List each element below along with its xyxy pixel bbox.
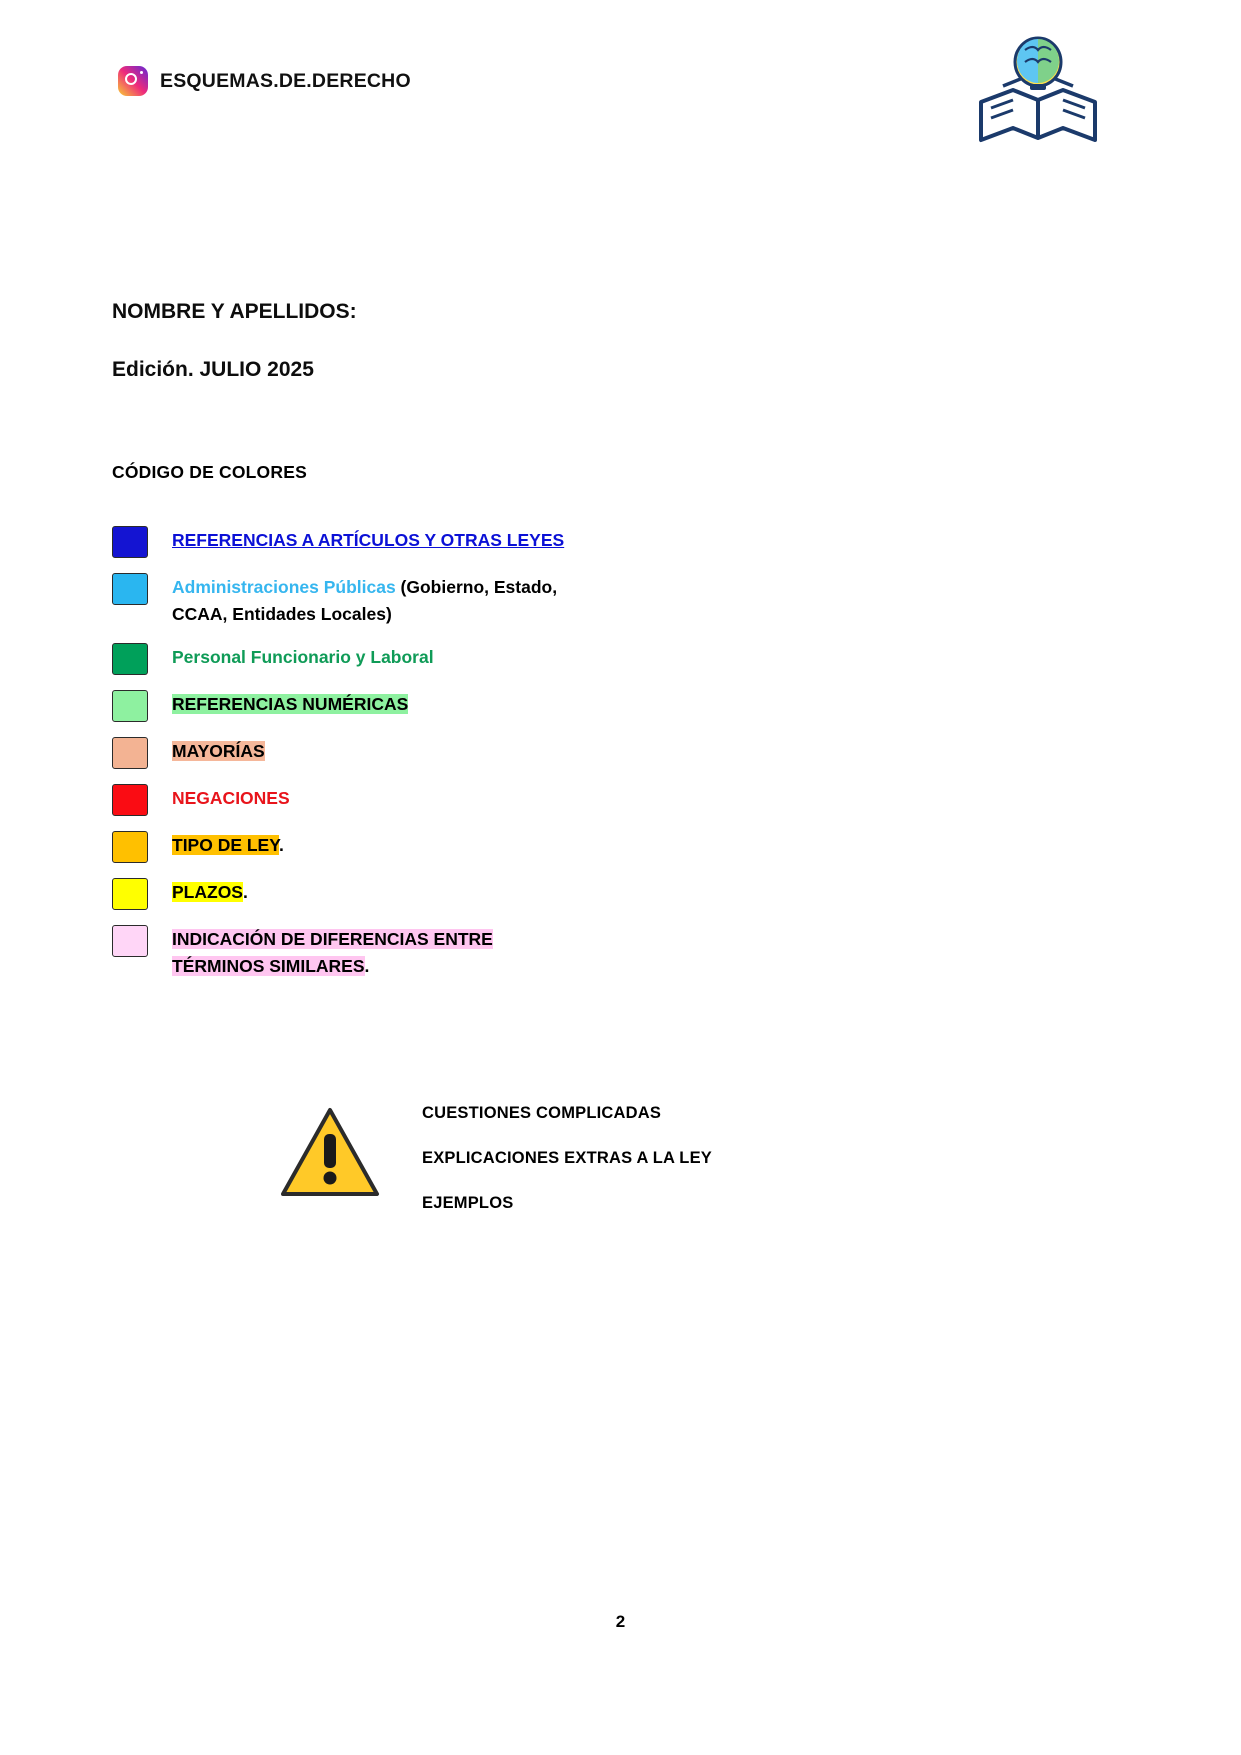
legend-label-lightblue <box>172 572 592 628</box>
legend-label-blue <box>172 525 564 554</box>
instagram-icon <box>118 66 148 96</box>
legend-text-negaciones: NEGACIONES <box>172 788 290 809</box>
swatch-orange <box>112 831 148 863</box>
legend-text-tipo-ley-suffix: . <box>278 835 284 856</box>
legend-label-tipo-ley <box>172 830 284 859</box>
warning-line-examples: EJEMPLOS <box>422 1194 514 1212</box>
warning-legend-lines <box>422 1100 712 1239</box>
edition-label: Edición. JULIO 2025 <box>112 358 314 381</box>
legend-item <box>112 689 812 722</box>
swatch-pink <box>112 925 148 957</box>
name-field-label: NOMBRE Y APELLIDOS: <box>112 300 357 323</box>
instagram-handle-block <box>118 66 411 96</box>
legend-text-plazos: PLAZOS <box>172 882 243 903</box>
legend-label-green <box>172 642 434 671</box>
legend-label-negaciones <box>172 783 290 812</box>
swatch-green <box>112 643 148 675</box>
legend-text-lightblue: Administraciones Públicas <box>172 577 396 597</box>
swatch-salmon <box>112 737 148 769</box>
legend-text-numeric: REFERENCIAS NUMÉRICAS <box>172 694 409 715</box>
legend-item <box>112 783 812 816</box>
color-legend <box>112 525 812 995</box>
legend-item <box>112 642 812 675</box>
legend-item <box>112 572 812 628</box>
legend-item <box>112 924 812 980</box>
legend-label-diferencias <box>172 924 572 980</box>
legend-label-mayorias <box>172 736 265 765</box>
swatch-red <box>112 784 148 816</box>
swatch-light-green <box>112 690 148 722</box>
instagram-handle-text: ESQUEMAS.DE.DERECHO <box>160 69 411 92</box>
warning-line-complicated: CUESTIONES COMPLICADAS <box>422 1104 662 1122</box>
legend-text-tipo-ley: TIPO DE LEY <box>172 835 279 856</box>
warning-triangle-icon <box>280 1106 380 1198</box>
legend-text-mayorias: MAYORÍAS <box>172 741 265 762</box>
warning-line-extra-explanations: EXPLICACIONES EXTRAS A LA LEY <box>422 1149 712 1167</box>
legend-item <box>112 830 812 863</box>
legend-item <box>112 525 812 558</box>
page-header <box>0 58 1241 148</box>
legend-label-plazos <box>172 877 248 906</box>
swatch-lightblue <box>112 573 148 605</box>
legend-text-diferencias: INDICACIÓN DE DIFERENCIAS ENTRE TÉRMINOS SIMILARES <box>172 929 493 977</box>
legend-text-green: Personal Funcionario y Laboral <box>172 647 434 668</box>
swatch-yellow <box>112 878 148 910</box>
legend-text-plazos-suffix: . <box>242 882 248 903</box>
legend-item <box>112 877 812 910</box>
book-lightbulb-logo <box>973 36 1103 156</box>
legend-text-lightblue-suffix: (Gobierno, Estado, CCAA, Entidades Locales) <box>172 577 558 625</box>
legend-text-diferencias-suffix: . <box>364 956 370 977</box>
legend-text-blue: REFERENCIAS A ARTÍCULOS Y OTRAS LEYES <box>172 530 565 550</box>
legend-label-numeric <box>172 689 408 718</box>
warning-legend-block <box>280 1100 712 1239</box>
legend-item <box>112 736 812 769</box>
swatch-blue <box>112 526 148 558</box>
color-code-heading: CÓDIGO DE COLORES <box>112 462 307 482</box>
page-number: 2 <box>615 1612 626 1631</box>
